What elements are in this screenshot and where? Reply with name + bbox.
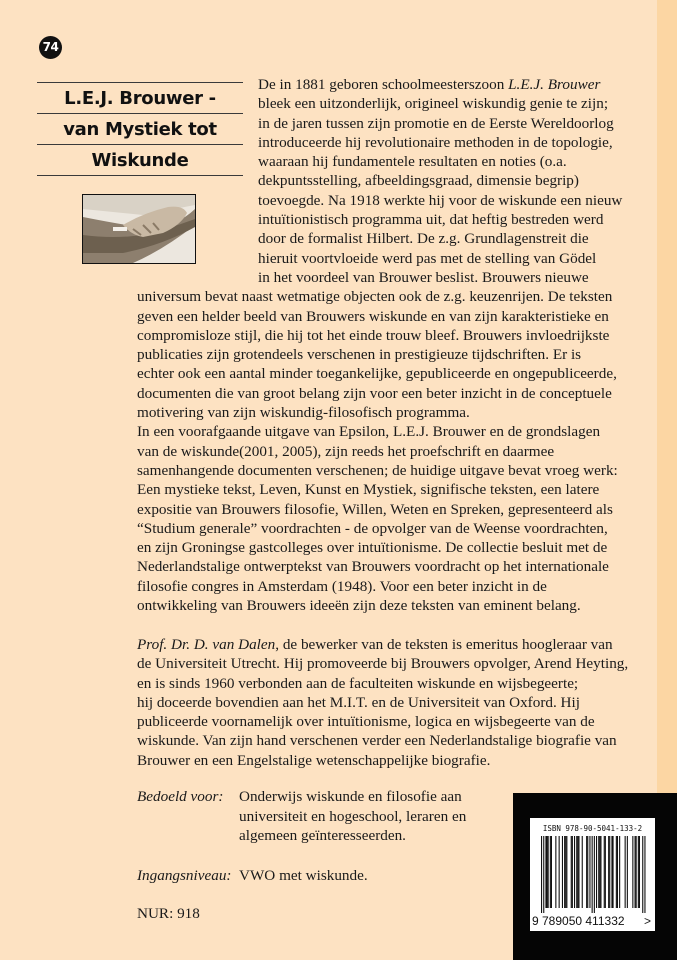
barcode-bar (596, 836, 597, 908)
text-line: filosofie congres in Amsterdam (1948). Voor een beter inzicht in de (137, 577, 547, 595)
text-line: Nederlandstalige ontwerptekst van Brouwers voordracht op het internationale (137, 558, 609, 576)
barcode-bar (587, 836, 588, 908)
barcode-bar (548, 836, 549, 908)
barcode-bar (543, 836, 544, 913)
barcode-bar (608, 836, 609, 908)
barcode-bar (638, 836, 639, 908)
text-line: wiskunde. Van zijn hand verschenen verder een Nederlandstalige biografie van (137, 732, 617, 750)
audience-label: Bedoeld voor: (137, 788, 224, 805)
barcode-bar (566, 836, 567, 908)
description-text (137, 75, 622, 615)
barcode-bar (632, 836, 633, 908)
barcode-bar (611, 836, 612, 908)
audience-section (137, 787, 467, 847)
text-line: Brouwer en een Engelstalige wetenschappelijke biografie. (137, 751, 491, 769)
barcode-bar (600, 836, 601, 908)
isbn-barcode (530, 818, 655, 931)
text-line: echter ook een aantal minder toegankelijke, gepubliceerde en ongepubliceerde, (137, 365, 617, 383)
barcode-bar (589, 836, 590, 908)
barcode-bar (605, 836, 606, 908)
barcode-bar (550, 836, 551, 908)
barcode-bar (616, 836, 617, 908)
text-line: Een mystieke tekst, Leven, Kunst en Mystiek, signifische teksten, een latere (137, 481, 600, 499)
level-label: Ingangsniveau: (137, 867, 232, 884)
level-section (137, 866, 437, 886)
text-line: geven een helder beeld van Brouwers wiskunde en van zijn karakteristieke en (137, 307, 609, 325)
title-line: van Mystiek tot (37, 113, 243, 144)
barcode-bar (592, 836, 593, 913)
text-run: De in 1881 geboren schoolmeesterszoon (258, 76, 509, 93)
text-line: hij doceerde bovendien aan het M.I.T. en de Universiteit van Oxford. Hij (137, 693, 580, 711)
text-line: intuïtionistisch programma uit, dat heftig bestreden werd (258, 211, 604, 229)
title-line: Wiskunde (37, 144, 243, 176)
barcode-bar (642, 836, 643, 913)
title-line: L.E.J. Brouwer - (37, 82, 243, 113)
barcode-bar (574, 836, 575, 908)
text-line: universum bevat naast wetmatige objecten ook de z.g. keuzenrijen. De teksten (137, 288, 613, 306)
text-line: bleek een uitzonderlijk, origineel wiskundig genie te zijn; (258, 95, 609, 113)
text-line: publicaties zijn grotendeels verschenen in prestigieuze tijdschriften. Er is (137, 346, 582, 364)
barcode-bar (565, 836, 566, 908)
level-value: VWO met wiskunde. (239, 867, 368, 884)
text-line: in het voordeel van Brouwer beslist. Brouwers nieuwe (258, 268, 589, 286)
author-name: L.E.J. Brouwer (508, 76, 601, 93)
barcode-bar (571, 836, 572, 908)
barcode-bar (598, 836, 599, 908)
barcode-bar (559, 836, 560, 908)
text-line: introduceerde hij revolutionaire methoden in de topologie, (258, 133, 613, 151)
text-line: toevoegde. Na 1918 werkte hij voor de wiskunde een nieuw (258, 191, 623, 209)
text-line: ontwikkeling van Brouwers ideeën zijn deze teksten van eminent belang. (137, 597, 581, 615)
barcode-bar (639, 836, 640, 908)
barcode-bar (635, 836, 636, 908)
text-line: hieruit voortvloeide werd pas met de stelling van Gödel (258, 249, 597, 267)
barcode-bar (625, 836, 626, 908)
text-line: expositie van Brouwers filosofie, Willen, Weten en Spreken, gepresenteerd als (137, 500, 613, 518)
text-line: universiteit en hogeschool, leraren en (239, 807, 467, 825)
barcode-bar (547, 836, 548, 908)
text-line: motivering van zijn wiskundig-filosofisch programma. (137, 404, 470, 422)
page-number-badge: 74 (39, 36, 62, 59)
barcode-arrow: > (644, 914, 652, 928)
text-line: en is sinds 1960 verbonden aan de faculteiten wiskunde en wijsbegeerte; (137, 674, 579, 692)
audience-value (239, 787, 466, 846)
text-line: waaraan hij fundamentele resultaten en noties (o.a. (258, 153, 567, 171)
barcode-bar (541, 836, 542, 913)
text-line: Onderwijs wiskunde en filosofie aan (239, 788, 462, 805)
barcode-bar (644, 836, 645, 913)
text-line: “Studium generale” voordrachten - de opvolger van de Weense voordrachten, (137, 519, 608, 537)
barcode-bar (586, 836, 587, 908)
isbn-label: ISBN 978-90-5041-133-2 (542, 824, 643, 833)
barcode-bar (599, 836, 600, 908)
barcode-bar (609, 836, 610, 908)
text-run: , de bewerker van de teksten is emeritus hoogleraar van (275, 636, 613, 653)
text-line: compromisloze stijl, die hij tot het einde trouw bleef. Brouwers invloedrijkste (137, 326, 610, 344)
barcode-bar (562, 836, 563, 908)
text-line: en zijn Groningse gastcolleges over intuïtionisme. De collectie besluit met de (137, 539, 608, 557)
text-line: in de jaren tussen zijn promotie en de Eerste Wereldoorlog (258, 114, 614, 132)
editor-bio-text (137, 635, 628, 770)
barcode-bar (617, 836, 618, 908)
barcode-digits: 9 789050 411332 (532, 914, 625, 928)
text-line: van de wiskunde(2001, 2005), zijn reeds het proefschrift en daarmee (137, 442, 555, 460)
text-line: door de formalist Hilbert. De z.g. Grundlagenstreit die (258, 230, 589, 248)
text-line: samenhangende documenten verschenen; de huidige uitgave bevat vroeg werk: (137, 461, 618, 479)
barcode-bar (604, 836, 605, 908)
barcode-bar (564, 836, 565, 908)
barcode-bar (582, 836, 583, 908)
text-line (137, 75, 622, 94)
barcode-bar (613, 836, 614, 908)
text-line: documenten die van groot belang zijn voor een beter inzicht in de conceptuele (137, 384, 612, 402)
text-line: publiceerde voornamelijk over intuïtionisme, logica en wijsbegeerte van de (137, 713, 595, 731)
barcode-bar (545, 836, 546, 908)
barcode-bar (578, 836, 579, 908)
barcode-bar (551, 836, 552, 908)
barcode-bars (530, 836, 655, 914)
barcode-bar (594, 836, 595, 913)
editor-name: Prof. Dr. D. van Dalen (137, 636, 276, 653)
text-line: dekpuntsstelling, afbeeldingsgraad, dimensie begrip) (258, 172, 579, 190)
text-line (137, 635, 628, 654)
barcode-bar (555, 836, 556, 908)
barcode-bar (572, 836, 573, 908)
text-line: In een voorafgaande uitgave van Epsilon, L.E.J. Brouwer en de grondslagen (137, 423, 601, 441)
nur-code: NUR: 918 (137, 905, 200, 922)
barcode-bar (619, 836, 620, 908)
barcode-bar (577, 836, 578, 908)
text-line: de Universiteit Utrecht. Hij promoveerde bij Brouwers opvolger, Arend Heyting, (137, 655, 629, 673)
barcode-bar (576, 836, 577, 908)
barcode-bar (627, 836, 628, 908)
barcode-bar (636, 836, 637, 908)
text-line: algemeen geïnteresseerden. (239, 827, 406, 844)
